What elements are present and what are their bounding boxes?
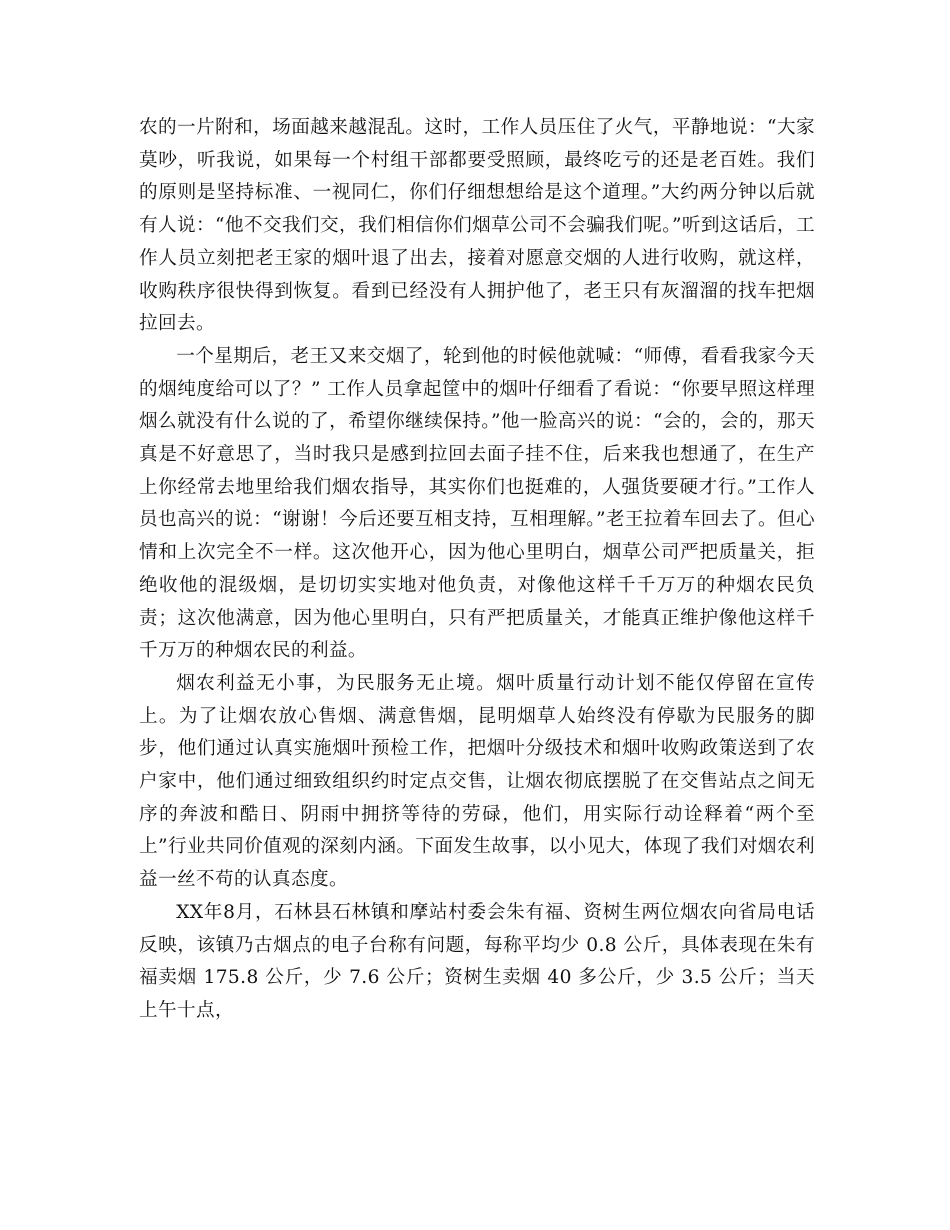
paragraph-2: 一个星期后，老王又来交烟了，轮到他的时候他就喊：“师傅，看看我家今天的烟纯度给可以了？” 工作人员拿起筐中的烟叶仔细看了看说：“你要早照这样理烟么就没有什么说的了，希望你继续保持。”他一脸高兴的说：“会的，会的，那天真是不好意思了，当时我只是感到拉回去面子挂不住，后来我也想通了，在生产上你经常去地里给我们烟农指导，其实你们也挺难的，人强货要硬才行。”工作人员也高兴的说：“谢谢！今后还要互相支持，互相理解。”老王拉着车回去了。但心情和上次完全不一样。这次他开心，因为他心里明白，烟草公司严把质量关，拒绝收他的混级烟，是切切实实地对他负责，对像他这样千千万万的种烟农民负责；这次他满意，因为他心里明白，只有严把质量关，才能真正维护像他这样千千万万的种烟农民的利益。	[139, 345, 815, 662]
paragraph-1: 农的一片附和，场面越来越混乱。这时，工作人员压住了火气，平静地说：“大家莫吵，听我说，如果每一个村组干部都要受照顾，最终吃亏的还是老百姓。我们的原则是坚持标准、一视同仁，你们仔细想想给是这个道理。”大约两分钟以后就有人说：“他不交我们交，我们相信你们烟草公司不会骗我们呢。”听到这话后，工作人员立刻把老王家的烟叶退了出去，接着对愿意交烟的人进行收购，就这样，收购秩序很快得到恢复。看到已经没有人拥护他了，老王只有灰溜溜的找车把烟拉回去。	[139, 117, 815, 335]
document-page	[139, 112, 815, 1028]
paragraph-3: 烟农利益无小事，为民服务无止境。烟叶质量行动计划不能仅停留在宣传上。为了让烟农放心售烟、满意售烟，昆明烟草人始终没有停歇为民服务的脚步，他们通过认真实施烟叶预检工作，把烟叶分级技术和烟叶收购政策送到了农户家中，他们通过细致组织约时定点交售，让烟农彻底摆脱了在交售站点之间无序的奔波和酷日、阴雨中拥挤等待的劳碌，他们，用实际行动诠释着“两个至上”行业共同价值观的深刻内涵。下面发生故事，以小见大，体现了我们对烟农利益一丝不苟的认真态度。	[139, 672, 815, 891]
paragraph-4: XX年8月，石林县石林镇和摩站村委会朱有福、资树生两位烟农向省局电话反映，该镇乃古烟点的电子台称有问题，每称平均少 0.8 公斤，具体表现在朱有福卖烟 175.8 公斤，少 7.6 公斤；资树生卖烟 40 多公斤，少 3.5 公斤；当天上午十点，	[139, 901, 815, 1021]
